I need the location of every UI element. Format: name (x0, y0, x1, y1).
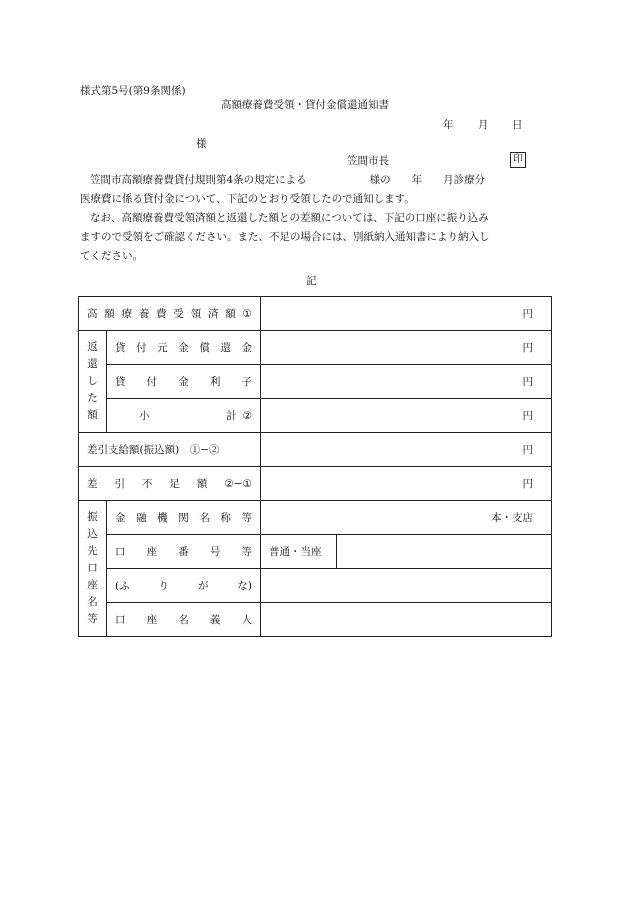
account-number-label: 口 座 番 号 等 (107, 535, 261, 569)
settlement-table (78, 296, 552, 637)
furigana-label: (ふ り が な) (107, 569, 261, 603)
row-received (79, 297, 552, 331)
date-year-label: 年 (443, 119, 454, 131)
transfer-account-vertical-label: 振 込 先 口 座 名 等 (79, 501, 107, 637)
addressee-sama: 様 (196, 138, 207, 150)
returned-amount-vertical-label: 返 還 し た 額 (79, 331, 107, 433)
loan-interest-label: 貸 付 金 利 子 (107, 365, 261, 399)
shortfall-label: 差 引 不 足 額 ②−① (79, 467, 261, 501)
net-payment-value[interactable]: 円 (261, 433, 552, 467)
row-bank-name (79, 501, 552, 535)
row-shortfall (79, 467, 552, 501)
bank-name-value[interactable]: 本・支店 (261, 501, 552, 535)
paragraph-line: てください。 (80, 250, 143, 262)
row-loan-interest (79, 365, 552, 399)
net-payment-label: 差引支給額(振込額) ①−② (79, 433, 261, 467)
date-day-label: 日 (512, 119, 523, 131)
date-month-label: 月 (478, 119, 489, 131)
subtotal-value[interactable]: 円 (261, 399, 552, 433)
form-number: 様式第5号(第9条関係) (80, 85, 186, 97)
row-furigana (79, 569, 552, 603)
ki-heading: 記 (306, 275, 317, 287)
paragraph-line: ますので受領をご確認ください。また、不足の場合には、別紙納入通知書により納入し (80, 231, 490, 243)
account-holder-value[interactable] (261, 603, 552, 637)
subtotal-label: 小 計 ② (107, 399, 261, 433)
shortfall-value[interactable]: 円 (261, 467, 552, 501)
row-account-number (79, 535, 552, 569)
loan-principal-value[interactable]: 円 (261, 331, 552, 365)
row-net-payment (79, 433, 552, 467)
loan-principal-label: 貸 付 元 金 償 還 金 (107, 331, 261, 365)
paragraph-line: なお、高額療養費受領済額と返還した額との差額については、下記の口座に振り込み (90, 212, 489, 224)
account-holder-label: 口 座 名 義 人 (107, 603, 261, 637)
paragraph-line: 医療費に係る貸付金について、下記のとおり受領したので通知します。 (80, 193, 415, 205)
received-amount-value[interactable]: 円 (261, 297, 552, 331)
row-account-holder (79, 603, 552, 637)
paragraph-line: 笠間市高額療養費貸付規則第4条の規定による 様の 年 月診療分 (90, 174, 486, 186)
loan-interest-value[interactable]: 円 (261, 365, 552, 399)
account-number-value[interactable] (337, 535, 552, 569)
bank-name-label: 金 融 機 関 名 称 等 (107, 501, 261, 535)
furigana-value[interactable] (261, 569, 552, 603)
seal-stamp: 印 (510, 152, 526, 168)
account-type-cell[interactable]: 普通・当座 (261, 535, 337, 569)
row-subtotal (79, 399, 552, 433)
issuer-name: 笠間市長 (347, 155, 389, 167)
paragraph-notice (80, 171, 550, 209)
received-amount-label: 高 額 療 養 費 受 領 済 額 ① (79, 297, 261, 331)
paragraph-difference (80, 209, 550, 266)
row-loan-principal (79, 331, 552, 365)
document-title: 高額療養費受領・貸付金償還通知書 (221, 99, 389, 111)
